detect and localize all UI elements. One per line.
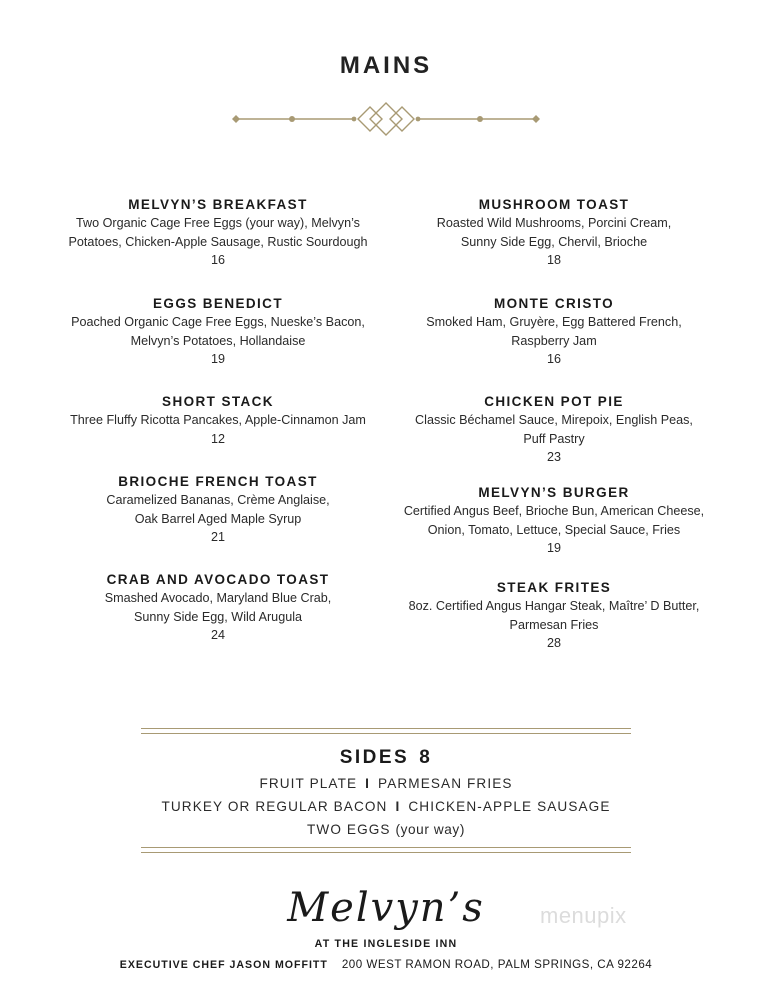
item-price: 16: [546, 352, 561, 366]
menu-item-monte-cristo: [384, 295, 724, 369]
item-description-line: Onion, Tomato, Lettuce, Special Sauce, Fries: [427, 522, 681, 537]
menu-item-melvyns-breakfast: [48, 196, 388, 270]
address: 200 WEST RAMON ROAD, PALM SPRINGS, CA 92264: [341, 958, 653, 971]
item-price: 21: [210, 530, 225, 544]
sides-heading: [0, 744, 772, 772]
sides-line-3: [0, 818, 772, 841]
item-description-line: Sunny Side Egg, Wild Arugula: [133, 609, 303, 624]
item-price: 18: [546, 253, 561, 267]
side-item: TURKEY OR REGULAR BACON: [161, 799, 388, 814]
side-item: PARMESAN FRIES: [378, 776, 513, 791]
item-description-line: Certified Angus Beef, Brioche Bun, American Cheese,: [403, 504, 705, 518]
item-description-line: 8oz. Certified Angus Hangar Steak, Maître’ D Butter,: [408, 599, 700, 613]
footer-line: [0, 958, 772, 971]
item-description-line: Potatoes, Chicken-Apple Sausage, Rustic Sourdough: [68, 234, 368, 249]
item-price: 12: [210, 431, 225, 446]
item-description-line: Smashed Avocado, Maryland Blue Crab,: [104, 591, 332, 605]
item-name: MELVYN’S BREAKFAST: [128, 197, 308, 212]
separator-bar: I: [365, 776, 371, 791]
item-name: MONTE CRISTO: [493, 296, 615, 311]
art-deco-divider-ornament: [230, 100, 542, 138]
item-description-line: Three Fluffy Ricotta Pancakes, Apple-Cinnamon Jam: [70, 413, 366, 427]
side-item-note: (your way): [395, 822, 465, 837]
menu-item-short-stack: [48, 393, 388, 449]
item-price: 24: [210, 628, 225, 642]
item-description-line: Sunny Side Egg, Chervil, Brioche: [460, 234, 648, 249]
item-name: SHORT STACK: [162, 394, 274, 409]
item-description-line: Classic Béchamel Sauce, Mirepoix, English Peas,: [415, 413, 693, 427]
item-description-line: Parmesan Fries: [509, 617, 599, 632]
sides-title: SIDES: [339, 747, 410, 768]
item-description-line: Two Organic Cage Free Eggs (your way), Melvyn’s: [76, 216, 360, 230]
sides-line-1: [0, 772, 772, 795]
menu-item-crab-avocado-toast: [48, 571, 388, 645]
sides-line-2: [0, 795, 772, 818]
sides-bottom-double-rule: [141, 847, 631, 853]
side-item: FRUIT PLATE: [259, 776, 358, 791]
item-price: 19: [210, 352, 225, 366]
menu-item-eggs-benedict: [48, 295, 388, 369]
item-description-line: Puff Pastry: [523, 431, 585, 446]
item-name: CRAB AND AVOCADO TOAST: [106, 572, 330, 587]
sides-section: [0, 744, 772, 841]
sides-price: 8: [419, 747, 433, 768]
item-name: EGGS BENEDICT: [153, 296, 283, 311]
item-price: 23: [546, 450, 561, 464]
page-title: MAINS: [339, 52, 433, 79]
menu-item-brioche-french-toast: [48, 473, 388, 547]
item-description-line: Poached Organic Cage Free Eggs, Nueske’s Bacon,: [71, 315, 365, 329]
item-description-line: Caramelized Bananas, Crème Anglaise,: [106, 493, 330, 507]
side-item: CHICKEN-APPLE SAUSAGE: [408, 799, 611, 814]
item-price: 16: [210, 253, 225, 267]
separator-bar: I: [395, 799, 401, 814]
item-description-line: Smoked Ham, Gruyère, Egg Battered French,: [426, 315, 682, 329]
item-name: STEAK FRITES: [496, 580, 612, 595]
menu-item-chicken-pot-pie: [384, 393, 724, 467]
executive-chef: EXECUTIVE CHEF JASON MOFFITT: [119, 959, 328, 971]
item-name: BRIOCHE FRENCH TOAST: [118, 474, 318, 489]
item-name: MELVYN’S BURGER: [478, 485, 630, 500]
menu-item-melvyns-burger: [384, 484, 724, 558]
side-item: TWO EGGS: [307, 822, 391, 837]
item-name: CHICKEN POT PIE: [484, 394, 624, 409]
item-description-line: Roasted Wild Mushrooms, Porcini Cream,: [436, 216, 672, 230]
watermark-logo: menupix: [540, 903, 627, 928]
item-description-line: Oak Barrel Aged Maple Syrup: [134, 511, 302, 526]
inn-name: AT THE INGLESIDE INN: [314, 938, 458, 950]
sides-top-double-rule: [141, 728, 631, 734]
brand-logo-script: Melvyn’s: [287, 885, 485, 931]
menu-item-steak-frites: [384, 579, 724, 653]
item-description-line: Raspberry Jam: [511, 333, 597, 348]
item-price: 19: [546, 541, 561, 555]
menu-item-mushroom-toast: [384, 196, 724, 270]
item-description-line: Melvyn’s Potatoes, Hollandaise: [130, 333, 306, 348]
item-price: 28: [546, 636, 561, 650]
item-name: MUSHROOM TOAST: [478, 197, 630, 212]
